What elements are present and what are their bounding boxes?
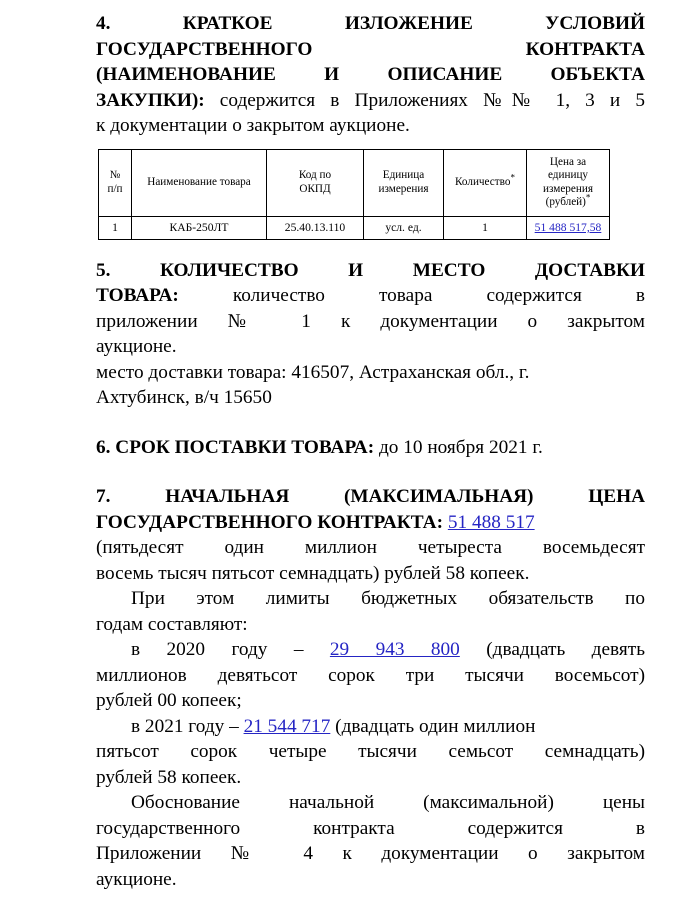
justification-line-3: Приложении № 4 к документации о закрытом xyxy=(96,843,645,864)
cell-unit: усл. ед. xyxy=(364,216,444,239)
limit-2020-line-1: в 2020 году – 29 943 800 (двадцать девять xyxy=(131,639,645,660)
header-cell-price: Цена за единицу измерения (рублей)* xyxy=(527,149,610,216)
limit-2020-line-2: миллионов девятьсот сорок три тысячи восемьсот) xyxy=(96,664,645,686)
section-4-number: 4. xyxy=(96,13,111,34)
section-4-heading-line-1: 4. КРАТКОЕ ИЗЛОЖЕНИЕ УСЛОВИЙ xyxy=(96,13,645,34)
section-6-heading: 6. СРОК ПОСТАВКИ ТОВАРА: xyxy=(96,436,375,458)
section-5 xyxy=(96,258,645,411)
limit-2020-line-3: рублей 00 копеек; xyxy=(96,690,242,711)
limit-2021-line-1: в 2021 году – 21 544 717 (двадцать один миллион xyxy=(131,715,536,737)
section-7-limits-line-2: годам составляют: xyxy=(96,613,248,635)
goods-table-wrapper xyxy=(98,149,602,240)
section-6-value: до 10 ноября 2021 г. xyxy=(378,436,543,458)
section-5-heading-line-1: 5. КОЛИЧЕСТВО И МЕСТО ДОСТАВКИ xyxy=(96,259,645,281)
section-4-heading-line-4: ЗАКУПКИ): содержится в Приложениях №№ 1, 3 и 5 xyxy=(96,89,645,111)
header-cell-name: Наименование товара xyxy=(132,149,267,216)
goods-table xyxy=(98,149,610,240)
section-7-heading-line-1: 7. НАЧАЛЬНАЯ (МАКСИМАЛЬНАЯ) ЦЕНА xyxy=(96,486,645,507)
section-4-body-line-5: к документации о закрытом аукционе. xyxy=(96,115,410,136)
table-header-row xyxy=(99,149,610,216)
header-cell-number: № п/п xyxy=(99,149,132,216)
justification-line-1: Обоснование начальной (максимальной) цены xyxy=(131,792,645,813)
cell-price xyxy=(527,216,610,239)
footnote-marker-price: * xyxy=(585,191,591,202)
section-6 xyxy=(96,435,645,461)
section-5-body-line-4: аукционе. xyxy=(96,336,177,357)
table-row xyxy=(99,216,610,239)
header-cell-quantity: Количество* xyxy=(444,149,527,216)
section-5-body-line-3: приложении № 1 к документации о закрытом xyxy=(96,310,645,332)
justification-line-4: аукционе. xyxy=(96,868,177,890)
cell-name: КАБ-250ЛТ xyxy=(132,216,267,239)
limit-2021-amount-link[interactable]: 21 544 717 xyxy=(243,715,331,737)
cell-quantity: 1 xyxy=(444,216,527,239)
justification-line-2: государственного контракта содержится в xyxy=(96,817,645,839)
price-per-unit-link[interactable]: 51 488 517,58 xyxy=(534,220,602,234)
limit-2021-line-2: пятьсот сорок четыре тысячи семьсот семнадцать) xyxy=(96,741,645,762)
goods-table-body xyxy=(99,216,610,239)
section-4 xyxy=(96,11,645,139)
section-5-number: 5. xyxy=(96,259,111,281)
goods-table-head xyxy=(99,149,610,216)
limit-2021-line-3: рублей 58 копеек. xyxy=(96,766,242,788)
header-cell-code: Код по ОКПД xyxy=(267,149,364,216)
section-7-heading-line-2: ГОСУДАРСТВЕННОГО КОНТРАКТА: 51 488 517 xyxy=(96,511,535,533)
section-4-heading-line-3: (НАИМЕНОВАНИЕ И ОПИСАНИЕ ОБЪЕКТА xyxy=(96,64,645,85)
section-7 xyxy=(96,484,645,892)
document-body xyxy=(96,11,645,892)
cell-number: 1 xyxy=(99,216,132,239)
section-4-heading-line-2: ГОСУДАРСТВЕННОГО КОНТРАКТА xyxy=(96,38,645,60)
section-7-amount-words-line-2: восемь тысяч пятьсот семнадцать) рублей 58 копеек. xyxy=(96,562,530,584)
section-5-heading-line-2: ТОВАРА: количество товара содержится в xyxy=(96,285,645,306)
header-cell-unit: Единица измерения xyxy=(364,149,444,216)
section-6-line xyxy=(96,435,645,461)
delivery-place-line-1: место доставки товара: 416507, Астраханская обл., г. xyxy=(96,361,530,383)
contract-price-link[interactable]: 51 488 517 xyxy=(447,511,535,533)
delivery-place-line-2: Ахтубинск, в/ч 15650 xyxy=(96,387,272,408)
section-7-limits-line-1: При этом лимиты бюджетных обязательств по xyxy=(131,588,645,609)
cell-code: 25.40.13.110 xyxy=(267,216,364,239)
footnote-marker-quantity: * xyxy=(510,172,515,183)
section-7-amount-words-line-1: (пятьдесят один миллион четыреста восемьдесят xyxy=(96,537,645,558)
limit-2020-amount-link[interactable]: 29 943 800 xyxy=(329,639,460,660)
section-7-number: 7. xyxy=(96,486,111,507)
